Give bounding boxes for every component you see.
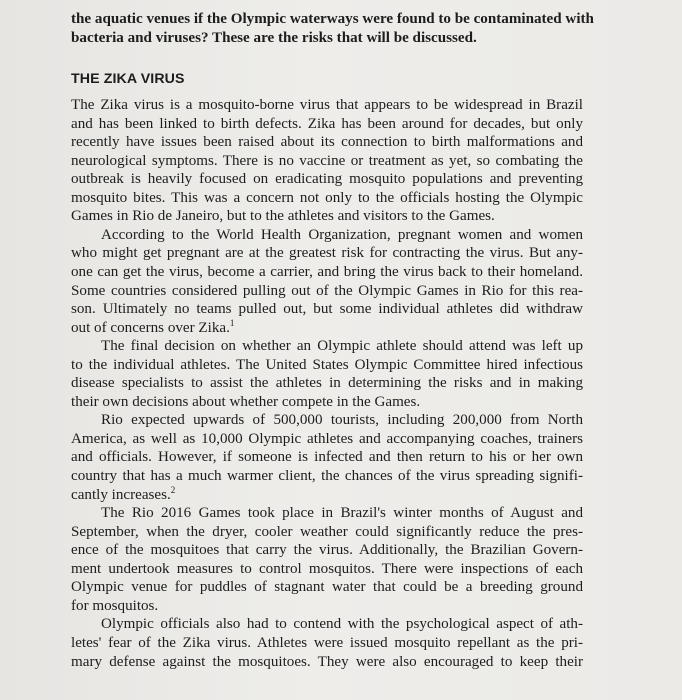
line-text: cantly increases. <box>71 486 171 503</box>
text-line: Rio expected upwards of 500,000 tourists, including 200,000 from North <box>101 412 583 429</box>
text-line: mary defense against the mosquitoes. They were also encouraged to keep their <box>71 653 583 670</box>
text-line <box>71 486 583 505</box>
text-line: The Rio 2016 Games took place in Brazil's winter months of August and <box>101 505 583 522</box>
text-line: letes' fear of the Zika virus. Athletes were issued mosquito repellant as the pri- <box>71 634 583 651</box>
text-line: ence of the mosquitoes that carry the virus. Additionally, the Brazilian Govern- <box>71 542 583 559</box>
text-line: September, when the dryer, cooler weather could significantly reduce the pres- <box>71 523 583 540</box>
text-line: son. Ultimately no teams pulled out, but some individual athletes did withdraw <box>71 301 583 318</box>
intro-paragraph <box>71 10 594 47</box>
text-line: Olympic officials also had to contend with the psychological aspect of ath- <box>101 616 583 633</box>
text-line: Olympic venue for puddles of stagnant water that could be a breeding ground <box>71 579 583 596</box>
paragraph-6 <box>71 615 583 671</box>
text-line: recently have issues been raised about its connection to birth malformations and <box>71 134 583 151</box>
line-text: out of concerns over Zika. <box>71 319 230 336</box>
paragraph-2 <box>71 226 583 337</box>
paragraph-5 <box>71 504 583 615</box>
text-line: disease specialists to assist the athletes in determining the risks and in making <box>71 375 583 392</box>
text-line: bacteria and viruses? These are the risks that will be discussed. <box>71 29 477 46</box>
text-line: neurological symptoms. There is no vaccine or treatment as yet, so combating the <box>71 152 583 169</box>
page-text <box>71 10 594 671</box>
text-line: one can get the virus, become a carrier, and bring the virus back to their homeland. <box>71 264 583 281</box>
text-line: their own decisions about whether compete in the Games. <box>71 393 421 410</box>
text-line: America, as well as 10,000 Olympic athletes and accompanying coaches, trainers <box>71 430 583 447</box>
text-line: to the individual athletes. The United States Olympic Committee hired infectious <box>71 356 583 373</box>
text-line: Games in Rio de Janeiro, but to the athletes and visitors to the Games. <box>71 208 495 225</box>
text-line: who might get pregnant are at the greatest risk for contracting the virus. But any- <box>71 245 583 262</box>
footnote-marker: 1 <box>229 317 235 328</box>
text-line: The final decision on whether an Olympic athlete should attend was left up <box>101 338 583 355</box>
text-line: and officials. However, if someone is infected and then return to his or her own <box>71 449 583 466</box>
text-line: According to the World Health Organization, pregnant women and women <box>101 226 583 243</box>
text-line: for mosquitos. <box>71 597 159 614</box>
paragraph-1 <box>71 96 583 226</box>
text-line: and has been linked to birth defects. Zika has been around for decades, but only <box>71 115 583 132</box>
text-line: country that has a much warmer client, the chances of the virus spreading signifi- <box>71 468 583 485</box>
section-heading: THE ZIKA VIRUS <box>71 71 185 88</box>
paragraph-3 <box>71 337 583 411</box>
text-line: Some countries considered pulling out of the Olympic Games in Rio for this rea- <box>71 282 583 299</box>
text-line: The Zika virus is a mosquito-borne virus that appears to be widespread in Brazil <box>71 97 583 114</box>
footnote-marker: 2 <box>170 484 176 495</box>
text-line: ment undertook measures to control mosquitos. There were inspections of each <box>71 560 583 577</box>
text-line <box>71 319 583 338</box>
text-line: the aquatic venues if the Olympic waterways were found to be contaminated with <box>71 11 594 27</box>
text-line: outbreak is heavily focused on eradicating mosquito populations and preventing <box>71 171 583 188</box>
paragraph-4 <box>71 411 583 504</box>
text-line: mosquito bites. This was a concern not only to the officials hosting the Olympic <box>71 189 583 206</box>
